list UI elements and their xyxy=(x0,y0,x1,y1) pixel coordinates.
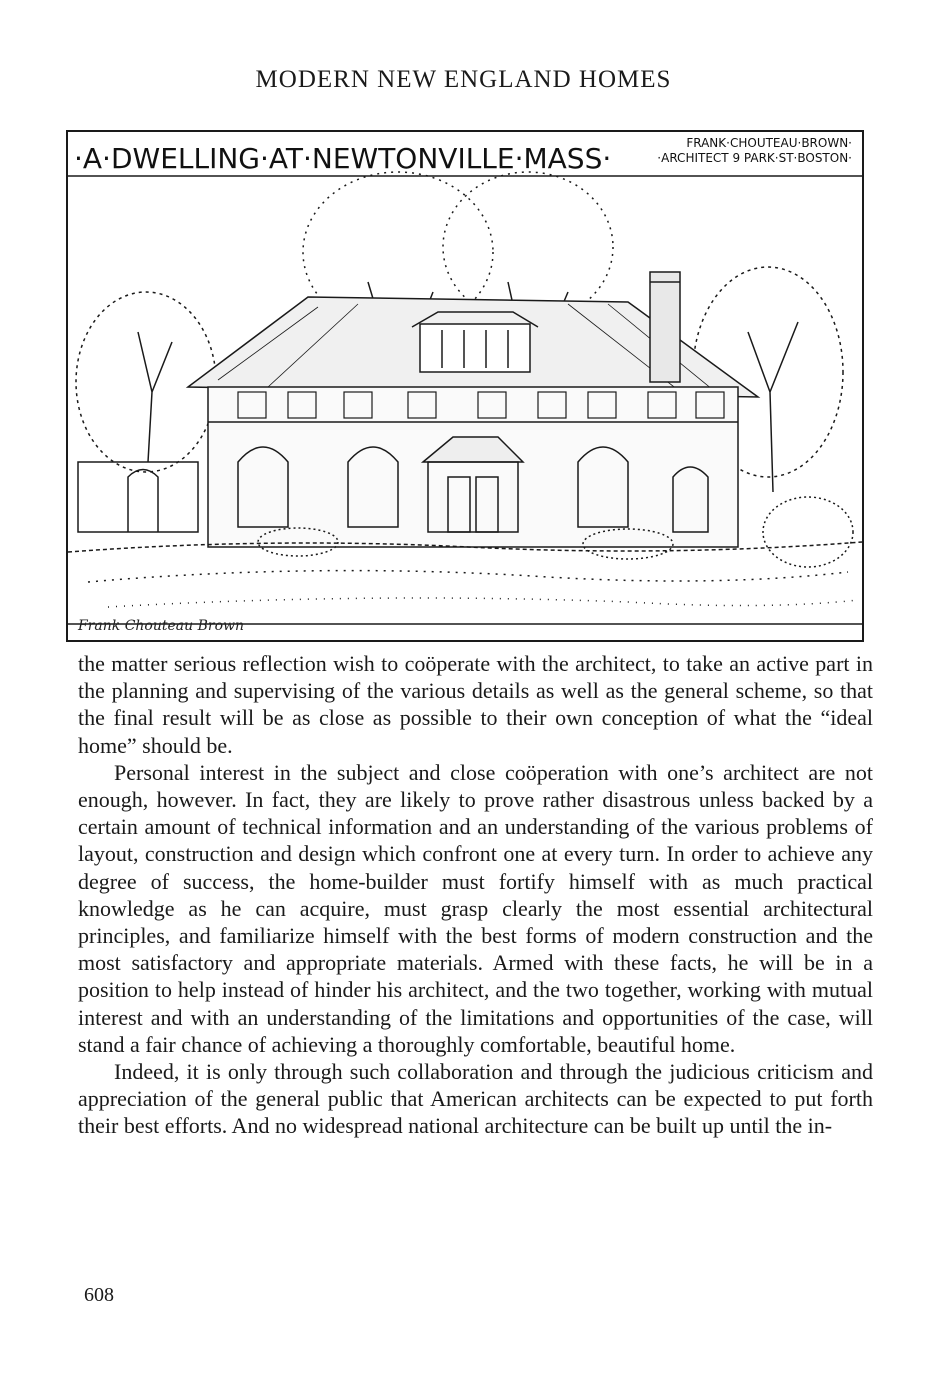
plate-credit-line-2: ·ARCHITECT 9 PARK·ST·BOSTON· xyxy=(657,151,852,165)
house-illustration xyxy=(66,130,864,642)
plate-credit xyxy=(552,136,852,166)
paragraph-2: Personal interest in the subject and close coöperation with one’s architect are not enough, however. In fact, they are likely to prove rather disastrous unless backed by a certain amount of technical information and an understanding of the various problems of layout, construction and design which confront one at every turn. In order to achieve any degree of success, the home-builder must fortify himself with as much practical knowledge as he can acquire, must grasp clearly the most essential architectural principles, and familiarize himself with the best forms of modern construction and the most satisfactory and appropriate materials. Armed with these facts, he will be in a position to help instead of hinder his architect, and the two together, working with mutual interest and with an understanding of the limitations and opportunities of the case, will stand a fair chance of achieving a thoroughly comfortable, beautiful home. xyxy=(78,759,873,1057)
page-number: 608 xyxy=(84,1284,114,1306)
body-text xyxy=(78,650,873,1140)
artist-signature: Frank Chouteau Brown xyxy=(78,618,245,634)
plate-title: ·A·DWELLING·AT·NEWTONVILLE·MASS· xyxy=(74,142,612,175)
paragraph-1: the matter serious reflection wish to coöperate with the architect, to take an active part in the planning and supervising of the various details as well as the general scheme, so that the final result will be as close as possible to their own conception of what the “ideal home” should be. xyxy=(78,651,873,758)
house-drawing xyxy=(68,132,862,640)
running-head: MODERN NEW ENGLAND HOMES xyxy=(255,66,672,93)
plate-credit-line-1: FRANK·CHOUTEAU·BROWN· xyxy=(686,136,852,150)
paragraph-3: Indeed, it is only through such collaboration and through the judicious criticism and appreciation of the general public that American architects can be expected to put forth their best efforts. And no widespread national architecture can be built up until the in- xyxy=(78,1059,873,1139)
